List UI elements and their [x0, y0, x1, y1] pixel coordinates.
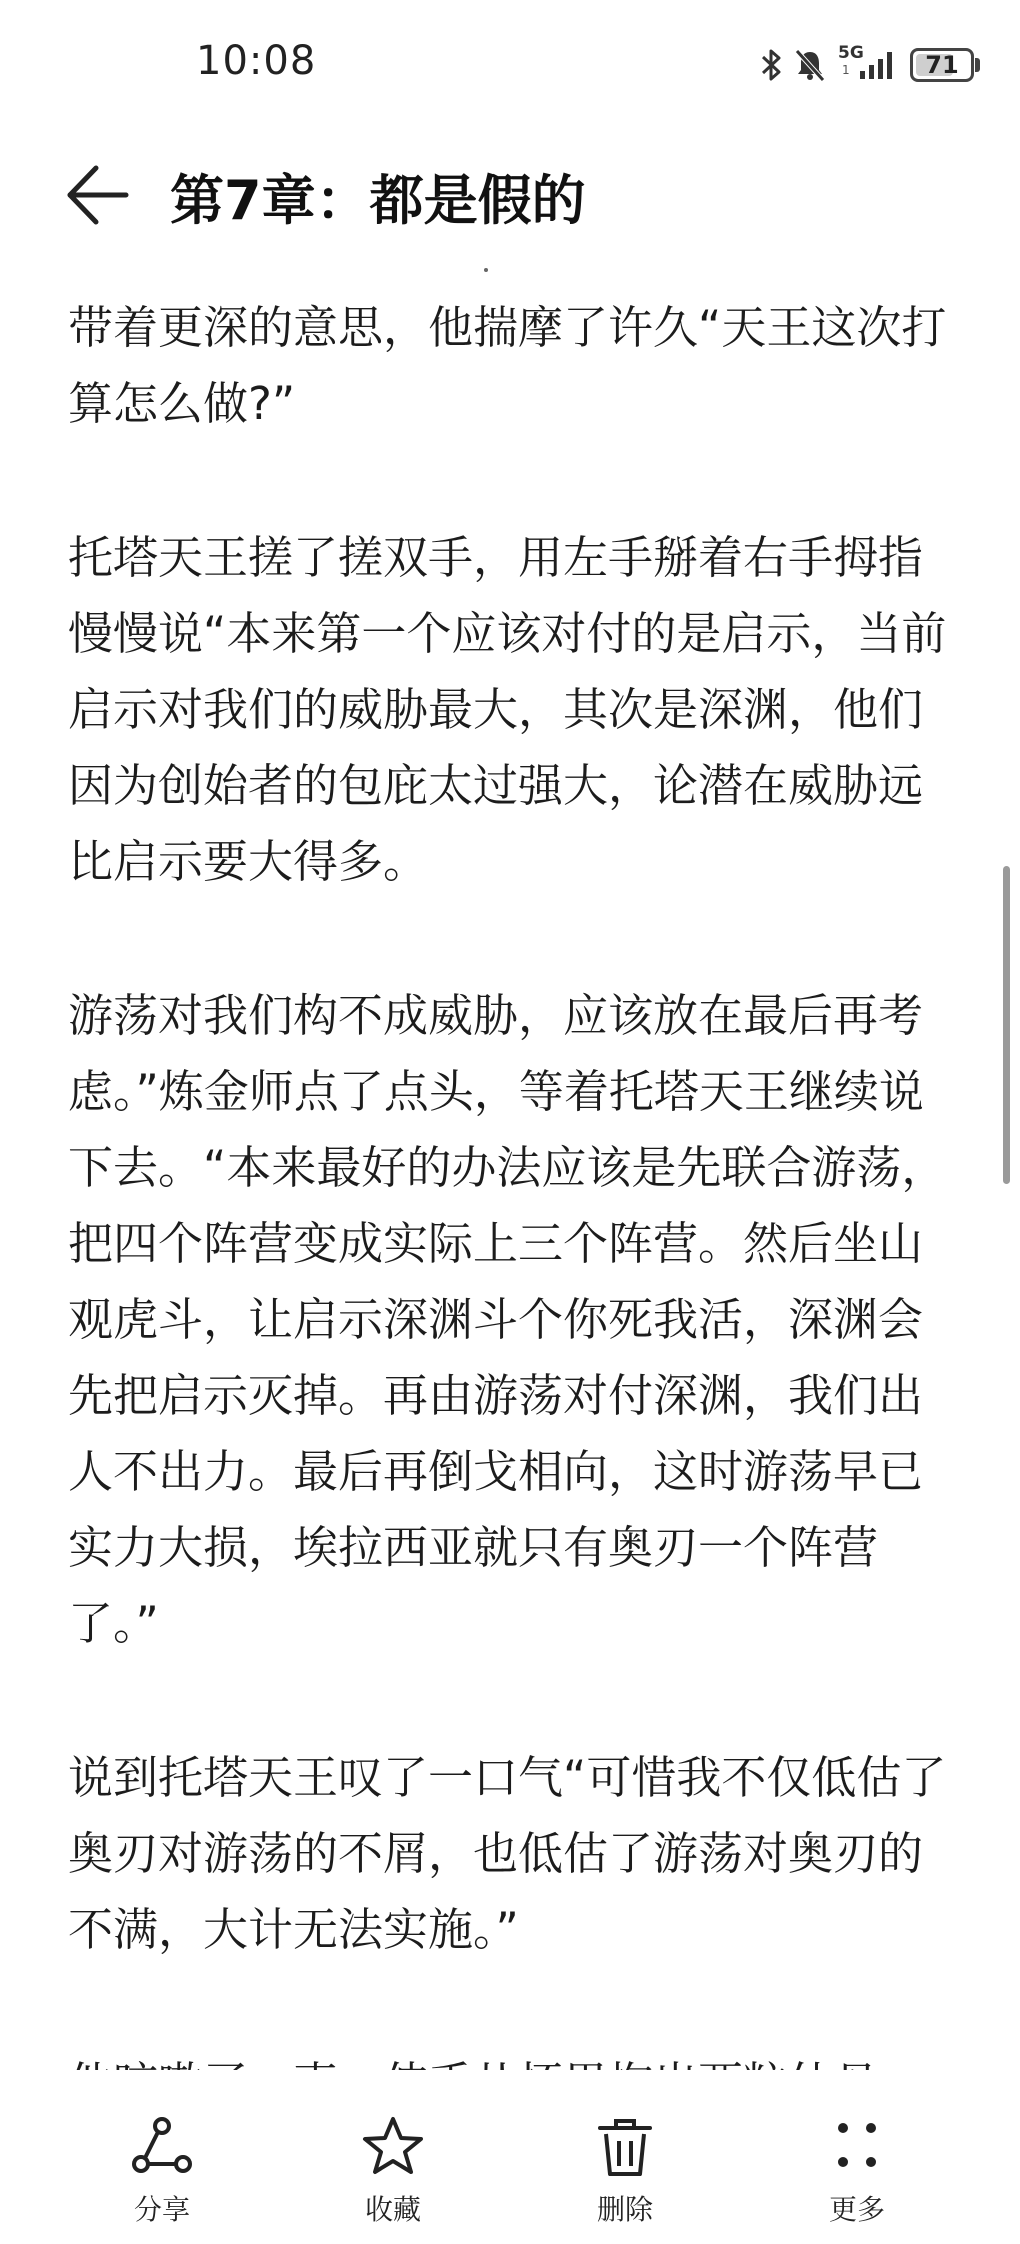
trash-icon: [592, 2114, 658, 2180]
bluetooth-icon: [760, 48, 782, 82]
article-line: 带着更深的意思，他揣摩了许久“天王这次打: [68, 301, 947, 354]
article-paragraph: [68, 290, 973, 442]
scrollbar[interactable]: [1003, 866, 1010, 1184]
status-icons: [760, 44, 980, 86]
article-line: 奥刃对游荡的不屑，也低估了游荡对奥刃的: [68, 1827, 924, 1880]
share-button[interactable]: [92, 2114, 232, 2228]
article-line: 启示对我们的威胁最大，其次是深渊，他们: [68, 683, 924, 736]
tiny-mark: [484, 268, 488, 272]
article-line: 说到托塔天王叹了一口气“可惜我不仅低估了: [68, 1751, 947, 1804]
battery-text: 71: [925, 51, 959, 79]
signal-icon: [838, 43, 898, 83]
back-button[interactable]: [64, 162, 144, 228]
article-line: 观虎斗，让启示深渊斗个你死我活，深渊会: [68, 1293, 924, 1346]
battery-icon: [910, 48, 980, 82]
article-line: 因为创始者的包庇太过强大，论潜在威胁远: [68, 759, 924, 812]
article-line: 不满，大计无法实施。”: [68, 1903, 519, 1956]
network-type: 5G: [838, 43, 864, 63]
article-line: 慢慢说“本来第一个应该对付的是启示，当前: [68, 607, 947, 660]
favorite-label: 收藏: [364, 2193, 421, 2226]
delete-label: 删除: [596, 2193, 653, 2226]
article-line: 先把启示灭掉。再由游荡对付深渊，我们出: [68, 1369, 924, 1422]
article-paragraph: [68, 520, 973, 900]
article-line: 游荡对我们构不成威胁，应该放在最后再考: [68, 989, 924, 1042]
network-sub: 1: [842, 63, 850, 77]
star-icon: [360, 2114, 426, 2180]
article-paragraph: [68, 1740, 973, 1968]
back-arrow-icon: [64, 162, 144, 228]
status-bar: [0, 0, 1020, 130]
article-line: 把四个阵营变成实际上三个阵营。然后坐山: [68, 1217, 924, 1270]
reader-header: [0, 140, 1020, 250]
delete-button[interactable]: [555, 2114, 695, 2228]
article-body: [68, 290, 973, 2070]
favorite-button[interactable]: [323, 2114, 463, 2228]
more-dots-icon: [824, 2114, 890, 2180]
article-line: 人不出力。最后再倒戈相向，这时游荡早已: [68, 1445, 924, 1498]
more-button[interactable]: [787, 2114, 927, 2228]
article-line: 算怎么做?”: [68, 377, 296, 430]
mute-bell-icon: [794, 48, 826, 82]
article-line: 了。”: [68, 1597, 159, 1650]
article-line: 虑。”炼金师点了点头，等着托塔天王继续说: [68, 1065, 924, 1118]
article-line: 托塔天王搓了搓双手，用左手掰着右手拇指: [68, 531, 924, 584]
share-icon: [129, 2114, 195, 2180]
article-line: 下去。“本来最好的办法应该是先联合游荡，: [68, 1141, 947, 1194]
article-line: 实力大损，埃拉西亚就只有奥刃一个阵营: [68, 1521, 879, 1574]
bottom-toolbar: [0, 2070, 1020, 2244]
article-paragraph: [68, 978, 973, 1662]
page-title: 第7章：都是假的: [170, 169, 586, 232]
status-time: 10:08: [196, 38, 317, 84]
article-line: 比启示要大得多。: [68, 835, 429, 888]
more-label: 更多: [828, 2193, 885, 2226]
share-label: 分享: [133, 2193, 190, 2226]
